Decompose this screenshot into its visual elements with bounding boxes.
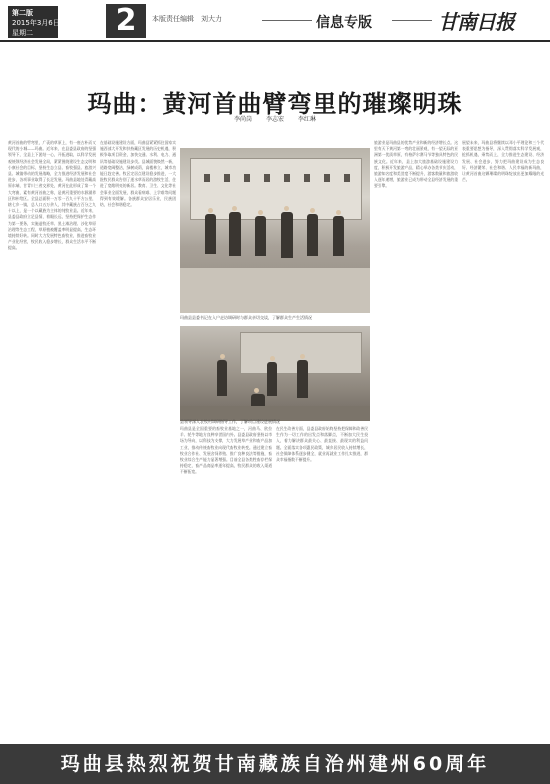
edition-box xyxy=(8,6,58,38)
article-column-3: 玛曲县是全国重要的畜牧业基地之一，河曲马、欧拉羊、牦牛等地方良种享誉国内外。县委县政府坚持以市场为导向，以科技为支撑，大力发展草产业和畜产品加工业，推动传统畜牧业向现代畜牧业转变。通过建立畜牧业合作社、发展舍饲养殖、推广良种良法等措施，畜牧业综合生产能力显著增强。目前全县各类牲畜存栏保持稳定，畜产品商品率逐年提高，牧民群众的收入渠道不断拓宽。 xyxy=(180,426,272,475)
news-photo-officials-visit xyxy=(180,148,370,313)
issue-date: 2015年3月6日 xyxy=(12,19,60,27)
divider xyxy=(262,20,312,21)
article-column-6: 展望未来，玛曲县将继续以邓小平理论和三个代表重要思想为指导，深入贯彻落实科学发展观，抢抓机遇，乘势而上，全力推进生态建设、经济发展、社会进步，努力把玛曲建设成为生态良好、经济繁荣、社会和谐、人民幸福的新玛曲，让黄河首曲这颗璀璨的明珠绽放出更加耀眼的光芒。 xyxy=(462,140,544,183)
editor-credit: 本版责任编辑 刘大力 xyxy=(152,15,222,23)
news-photo-field-inspection xyxy=(180,326,370,421)
byline xyxy=(0,114,550,123)
photo-caption: 玛曲县县委书记在入户走访调研时与群众亲切交谈，了解群众生产生活情况 xyxy=(180,315,312,320)
author: 李尚岗 xyxy=(234,116,253,123)
edition-label: 第二版 xyxy=(12,9,33,17)
article-column-4: 在民生改善方面，县委县政府始终坚持把保障和改善民生作为一切工作的出发点和落脚点，不断加大民生投入，着力解决群众最关心、最直接、最现实的利益问题。全面落实各项惠民政策，城乡居民收入持续增长，社会保障体系逐步健全，就业再就业工作扎实推进，群众幸福指数不断提升。 xyxy=(276,426,368,463)
author: 李志宏 xyxy=(265,116,284,123)
page-number: 2 xyxy=(106,4,146,38)
weekday: 星期二 xyxy=(12,29,33,37)
author: 李红琳 xyxy=(297,116,316,123)
page-header xyxy=(0,0,550,42)
divider xyxy=(392,20,432,21)
article-column-2: 在基础设施建设方面，玛曲县紧紧抓住国家实施西部大开发和扶持藏区发展的历史机遇，积极争取项目资金，加快交通、水利、电力、通讯等基础设施建设步伐。县城面貌焕然一新，道路宽阔整洁，绿树成荫，高楼林立，城市功能日趋完善。牧区定居点建设稳步推进，一大批牧民群众告别了逐水草而居的游牧生活，住进了宽敞明亮的新居。教育、卫生、文化等社会事业全面发展，群众看病难、上学难等问题得到有效缓解。各族群众安居乐业，民族团结，社会和谐稳定。 xyxy=(100,140,176,208)
congratulation-banner: 玛曲县热烈祝贺甘南藏族自治州建州60周年 xyxy=(0,744,550,784)
article-column-1: 黄河首曲的臂弯里，广袤的草原上，有一座古朴而又现代的小城——玛曲。近年来，在县委县政府的坚强领导下，全县上下团结一心，开拓进取，以科学发展观统领经济社会发展全局，紧紧围绕建设生态文明和小康社会的目标，坚持生态立县、畜牧强县、旅游兴县、城镇带动的发展战略，全力推进经济发展和社会进步，各项事业取得了长足发展。玛曲县地处青藏高原东端，甘青川三省交界处，黄河在此形成了第一个大弯曲，素有黄河首曲之称，是黄河重要的水源涵养区和补给区。全县总面积一万零一百九十平方公里，辖七乡一镇，总人口五万余人，其中藏族占百分之九十以上，是一个以藏族为主体的纯牧业县。近年来，县委县政府立足县情，着眼长远，坚持把保护生态作为第一要务，实施退牧还草、黑土滩治理、沙化草原治理等生态工程，草原植被覆盖率明显提高，生态环境持续好转。同时大力发展特色畜牧业，推进畜牧业产业化经营，牧民收入稳步增长，群众生活水平不断提高。 xyxy=(8,140,96,251)
section-title: 信息专版 xyxy=(316,15,372,31)
newspaper-masthead: 甘南日报 xyxy=(438,10,514,34)
article-title: 玛曲：黄河首曲臂弯里的璀璨明珠 xyxy=(87,90,463,119)
photo-caption: 县领导深入农牧村调研指导工作，了解项目建设进展情况 xyxy=(180,419,280,424)
article-column-5: 旅游业是玛曲县的优势产业和新的经济增长点。这里有天下黄河第一弯的壮丽景观，有一望无际的亚洲第一优质草原，有格萨尔赛马节等独具特色的民族文化。近年来，县上加大旅游基础设施建设力度，积极开发旅游产品，精心举办各类节庆活动，旅游知名度和美誉度不断提升，游客数量和旅游收入逐年递增，旅游业已成为带动全县经济发展的重要引擎。 xyxy=(374,140,458,189)
